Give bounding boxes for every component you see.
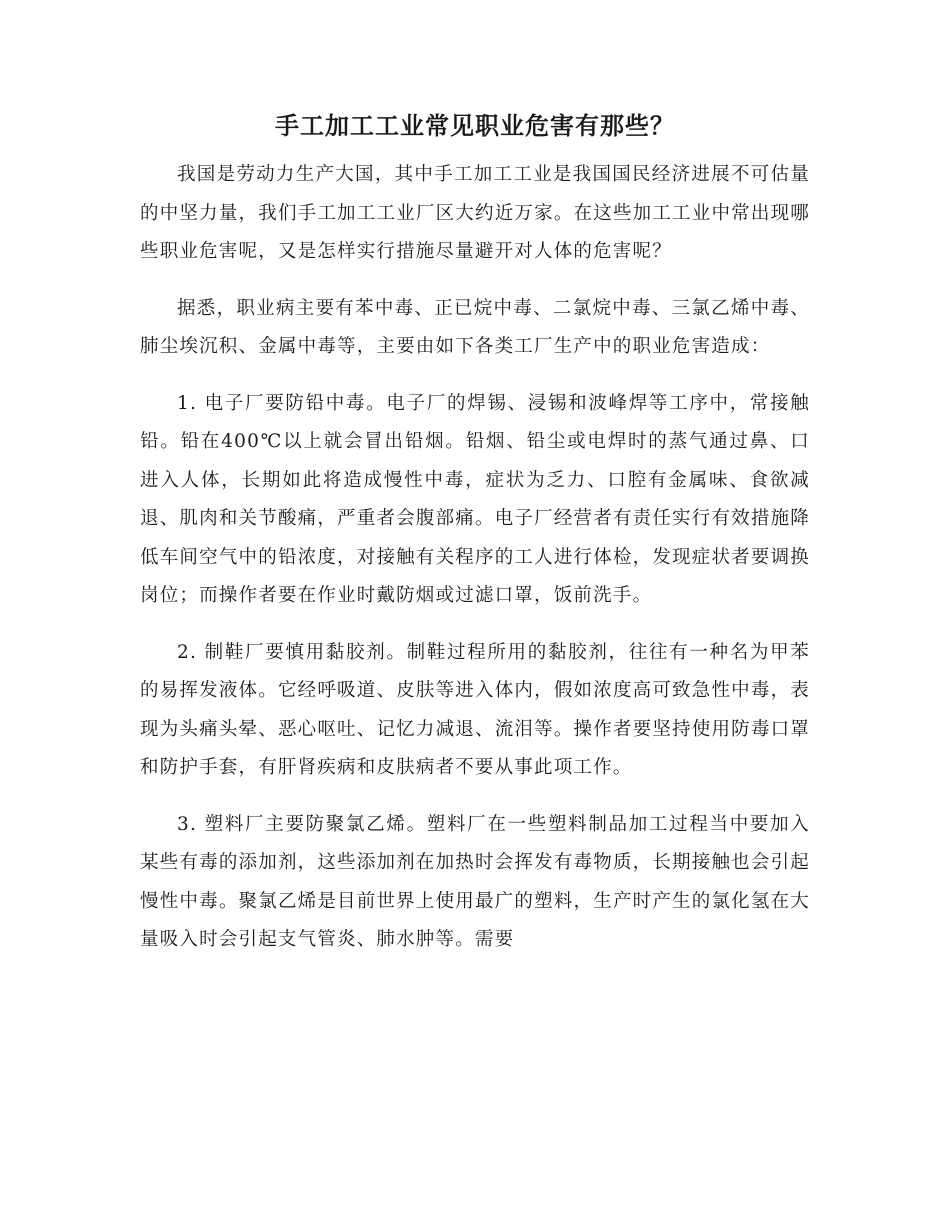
paragraph-shoe-factory: 2. 制鞋厂要慎用黏胶剂。制鞋过程所用的黏胶剂，往往有一种名为甲苯的易挥发液体。它经呼吸道、皮肤等进入体内，假如浓度高可致急性中毒，表现为头痛头晕、恶心呕吐、记忆力减退、流泪等。操作者要坚持使用防毒口罩和防护手套，有肝肾疾病和皮肤病者不要从事此项工作。 [140, 641, 810, 778]
paragraph-electronics-factory: 1. 电子厂要防铅中毒。电子厂的焊锡、浸锡和波峰焊等工序中，常接触铅。铅在400℃以上就会冒出铅烟。铅烟、铅尘或电焊时的蒸气通过鼻、口进入人体，长期如此将造成慢性中毒，症状为乏力、口腔有金属味、食欲减退、肌肉和关节酸痛，严重者会腹部痛。电子厂经营者有责任实行有效措施降低车间空气中的铅浓度，对接触有关程序的工人进行体检，发现症状者要调换岗位；而操作者要在作业时戴防烟或过滤口罩，饭前洗手。 [140, 392, 810, 606]
paragraph-overview: 据悉，职业病主要有苯中毒、正已烷中毒、二氯烷中毒、三氯乙烯中毒、肺尘埃沉积、金属中毒等，主要由如下各类工厂生产中的职业危害造成： [140, 297, 810, 357]
document-title: 手工加工工业常见职业危害有那些？ [275, 111, 675, 140]
paragraph-intro: 我国是劳动力生产大国，其中手工加工工业是我国国民经济进展不可估量的中坚力量，我们手工加工工业厂区大约近万家。在这些加工工业中常出现哪些职业危害呢，又是怎样实行措施尽量避开对人体的危害呢？ [140, 164, 810, 262]
document-page [140, 108, 810, 978]
paragraph-plastics-factory: 3. 塑料厂主要防聚氯乙烯。塑料厂在一些塑料制品加工过程当中要加入某些有毒的添加剂，这些添加剂在加热时会挥发有毒物质，长期接触也会引起慢性中毒。聚氯乙烯是目前世界上使用最广的塑料，生产时产生的氯化氢在大量吸入时会引起支气管炎、肺水肿等。需要 [140, 813, 810, 950]
